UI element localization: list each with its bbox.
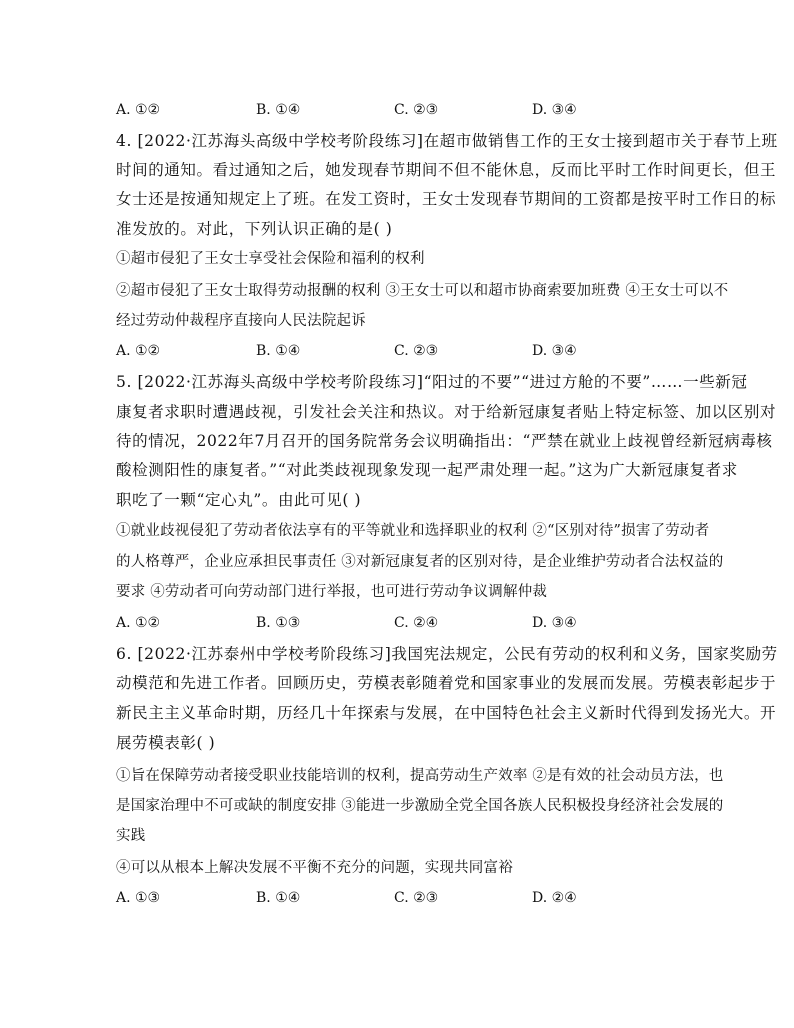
q3-option-c[interactable]: C. ②③ — [394, 102, 439, 118]
q6-stem-line-1: 6. [2022·江苏泰州中学校考阶段练习]我国宪法规定，公民有劳动的权利和义务，国家奖励劳 — [116, 645, 778, 663]
q4-option-d[interactable]: D. ③④ — [532, 343, 577, 359]
q6-statement-line-2: 是国家治理中不可或缺的制度安排 ③能进一步激励全党全国各族人民积极投身经济社会发展的 — [116, 798, 724, 814]
q4-option-b[interactable]: B. ①④ — [256, 343, 301, 359]
q6-option-d[interactable]: D. ②④ — [532, 890, 577, 906]
q6-option-c[interactable]: C. ②③ — [394, 890, 439, 906]
q5-stem-line-5: 职吃了一颗“定心丸”。由此可见( ) — [116, 491, 362, 509]
q4-options — [116, 341, 682, 361]
q3-option-b[interactable]: B. ①④ — [256, 102, 301, 118]
q3-option-a[interactable]: A. ①② — [116, 102, 161, 118]
q4-option-c[interactable]: C. ②③ — [394, 343, 439, 359]
q6-options — [116, 888, 682, 908]
q5-option-c[interactable]: C. ②④ — [394, 615, 439, 631]
q6-stem-line-3: 新民主主义革命时期，历经几十年探索与发展，在中国特色社会主义新时代得到发扬光大。开 — [116, 704, 777, 722]
q6-statement-line-4: ④可以从根本上解决发展不平衡不充分的问题，实现共同富裕 — [116, 860, 513, 876]
q5-statement-line-1: ①就业歧视侵犯了劳动者依法享有的平等就业和选择职业的权利 ②“区别对待”损害了劳动者 — [116, 523, 710, 539]
q5-option-a[interactable]: A. ①② — [116, 615, 161, 631]
q4-stem-line-4: 准发放的。对此，下列认识正确的是( ) — [116, 220, 393, 238]
q5-option-b[interactable]: B. ①③ — [256, 615, 301, 631]
q4-option-a[interactable]: A. ①② — [116, 343, 161, 359]
q6-option-b[interactable]: B. ①④ — [256, 890, 301, 906]
q6-statement-line-3: 实践 — [116, 828, 146, 844]
q4-statement-line-1: ①超市侵犯了王女士享受社会保险和福利的权利 — [116, 251, 425, 267]
q5-option-d[interactable]: D. ③④ — [532, 615, 577, 631]
q5-statement-line-2: 的人格尊严，企业应承担民事责任 ③对新冠康复者的区别对待，是企业维护劳动者合法权益的 — [116, 554, 724, 570]
q6-option-a[interactable]: A. ①③ — [116, 890, 161, 906]
q6-stem-line-2: 动模范和先进工作者。回顾历史，劳模表彰随着党和国家事业的发展而发展。劳模表彰起步于 — [116, 674, 777, 692]
q5-stem-line-4: 酸检测阳性的康复者。”“对此类歧视现象发现一起严肃处理一起。”这为广大新冠康复者求 — [116, 461, 738, 479]
q5-options — [116, 613, 682, 633]
q4-stem-line-1: 4. [2022·江苏海头高级中学校考阶段练习]在超市做销售工作的王女士接到超市关于春节上班 — [116, 132, 778, 150]
q5-stem-line-2: 康复者求职时遭遇歧视，引发社会关注和热议。对于给新冠康复者贴上特定标签、加以区别对 — [116, 403, 777, 421]
q5-stem-line-1: 5. [2022·江苏海头高级中学校考阶段练习]“阳过的不要”“进过方舱的不要”……一些新冠 — [116, 373, 748, 391]
q6-stem-line-4: 展劳模表彰( ) — [116, 734, 216, 752]
q3-options — [116, 100, 682, 120]
q4-stem-line-2: 时间的通知。看过通知之后，她发现春节期间不但不能休息，反而比平时工作时间更长，但王 — [116, 161, 777, 179]
q3-option-d[interactable]: D. ③④ — [532, 102, 577, 118]
q5-statement-line-3: 要求 ④劳动者可向劳动部门进行举报，也可进行劳动争议调解仲裁 — [116, 584, 548, 600]
q5-stem-line-3: 待的情况，2022年7月召开的国务院常务会议明确指出：“严禁在就业上歧视曾经新冠病毒核 — [116, 432, 773, 450]
q4-statement-line-2: ②超市侵犯了王女士取得劳动报酬的权利 ③王女士可以和超市协商索要加班费 ④王女士可以不 — [116, 283, 729, 299]
q4-statement-line-3: 经过劳动仲裁程序直接向人民法院起诉 — [116, 313, 366, 329]
q6-statement-line-1: ①旨在保障劳动者接受职业技能培训的权利，提高劳动生产效率 ②是有效的社会动员方法，也 — [116, 768, 724, 784]
q4-stem-line-3: 女士还是按通知规定上了班。在发工资时，王女士发现春节期间的工资都是按平时工作日的标 — [116, 190, 777, 208]
